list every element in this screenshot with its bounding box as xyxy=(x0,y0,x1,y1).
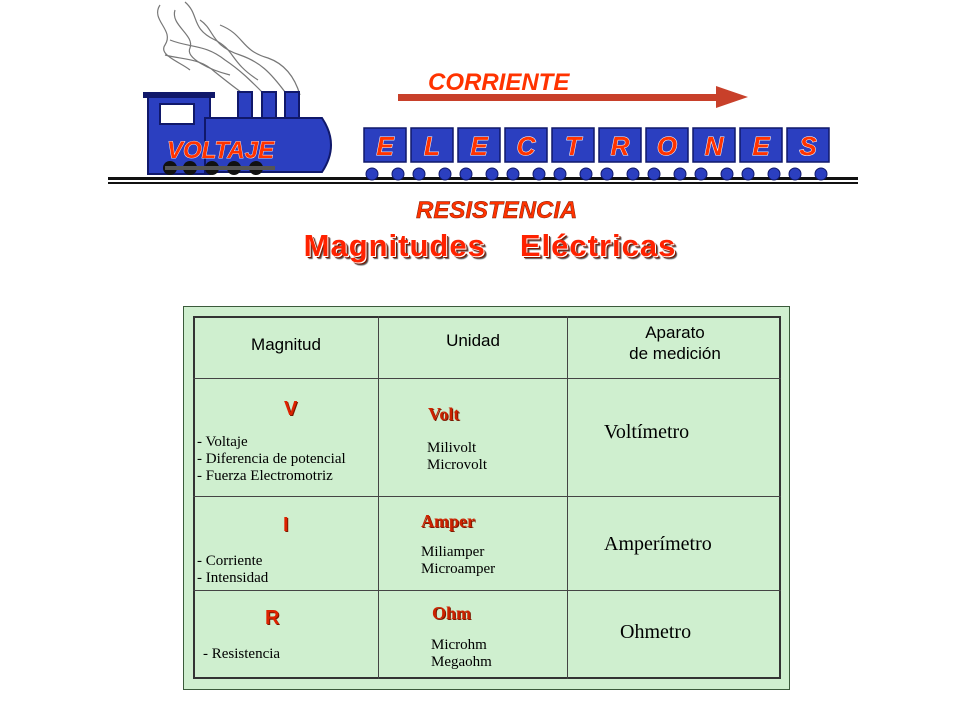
wagon-letter: N xyxy=(704,131,724,161)
description-item: - Intensidad xyxy=(197,570,269,586)
column-divider-2 xyxy=(567,316,568,679)
title-word-magnitudes: Magnitudes xyxy=(303,228,486,263)
wagon-letter: E xyxy=(376,131,394,161)
subunits-r xyxy=(431,637,492,671)
symbol-r: R xyxy=(265,607,280,629)
unit-amper: Amper xyxy=(421,511,475,531)
resistencia-label: RESISTENCIA xyxy=(416,197,578,224)
symbol-v: V xyxy=(284,398,298,420)
title-word-electricas: Eléctricas xyxy=(519,228,677,263)
page-title xyxy=(0,228,960,264)
wagon xyxy=(364,128,406,180)
rail-bottom xyxy=(108,182,858,184)
wagon xyxy=(552,128,594,180)
header-aparato-line2: de medición xyxy=(629,344,721,363)
smoke-icon xyxy=(158,2,300,95)
wagon xyxy=(599,128,641,180)
subunit-item: Microhm xyxy=(431,637,487,653)
description-item: - Resistencia xyxy=(203,646,281,662)
wagon-letter: E xyxy=(470,131,488,161)
descriptions-v xyxy=(197,434,346,485)
header-aparato-line1: Aparato xyxy=(645,323,705,342)
electrones-wagons xyxy=(364,128,829,180)
table-frame xyxy=(193,316,781,679)
symbol-i: I xyxy=(283,514,289,536)
subunits-i xyxy=(421,544,495,578)
subunit-item: Miliamper xyxy=(421,544,485,560)
wagon xyxy=(411,128,453,180)
instrument-voltimetro: Voltímetro xyxy=(604,421,690,443)
wagon xyxy=(646,128,688,180)
wagon-letter: O xyxy=(656,131,678,161)
voltaje-label: VOLTAJE xyxy=(167,137,275,164)
wagon xyxy=(693,128,735,180)
subunits-v xyxy=(427,440,487,474)
wagon-letter: L xyxy=(424,131,440,161)
wagon xyxy=(787,128,829,180)
wagon-letter: R xyxy=(610,131,630,161)
row-divider-1 xyxy=(193,496,781,497)
header-aparato xyxy=(573,322,777,364)
wagon xyxy=(458,128,500,180)
instrument-amperimetro: Amperímetro xyxy=(604,533,712,555)
unit-ohm: Ohm xyxy=(432,603,472,623)
description-item: - Diferencia de potencial xyxy=(197,451,346,467)
corriente-label: CORRIENTE xyxy=(428,69,570,96)
descriptions-i xyxy=(197,553,268,587)
subunit-item: Microvolt xyxy=(427,457,487,473)
wagon xyxy=(505,128,547,180)
wagon-letter: S xyxy=(799,131,817,161)
wagon-letter: T xyxy=(565,131,581,161)
column-divider-1 xyxy=(378,316,379,679)
description-item: - Corriente xyxy=(197,553,263,569)
subunit-item: Microamper xyxy=(421,561,496,577)
header-unidad: Unidad xyxy=(446,331,500,350)
subunit-item: Milivolt xyxy=(427,440,477,456)
descriptions-r xyxy=(203,646,280,663)
wagon-letter: E xyxy=(752,131,770,161)
wagon-letter: C xyxy=(516,131,536,161)
subunit-item: Megaohm xyxy=(431,654,492,670)
wagon xyxy=(740,128,782,180)
header-magnitud: Magnitud xyxy=(251,335,321,354)
description-item: - Fuerza Electromotriz xyxy=(197,468,333,484)
unit-volt: Volt xyxy=(428,404,460,424)
train-illustration xyxy=(0,0,960,230)
row-divider-header xyxy=(193,378,781,379)
row-divider-2 xyxy=(193,590,781,591)
description-item: - Voltaje xyxy=(197,434,248,450)
instrument-ohmetro: Ohmetro xyxy=(620,621,692,643)
